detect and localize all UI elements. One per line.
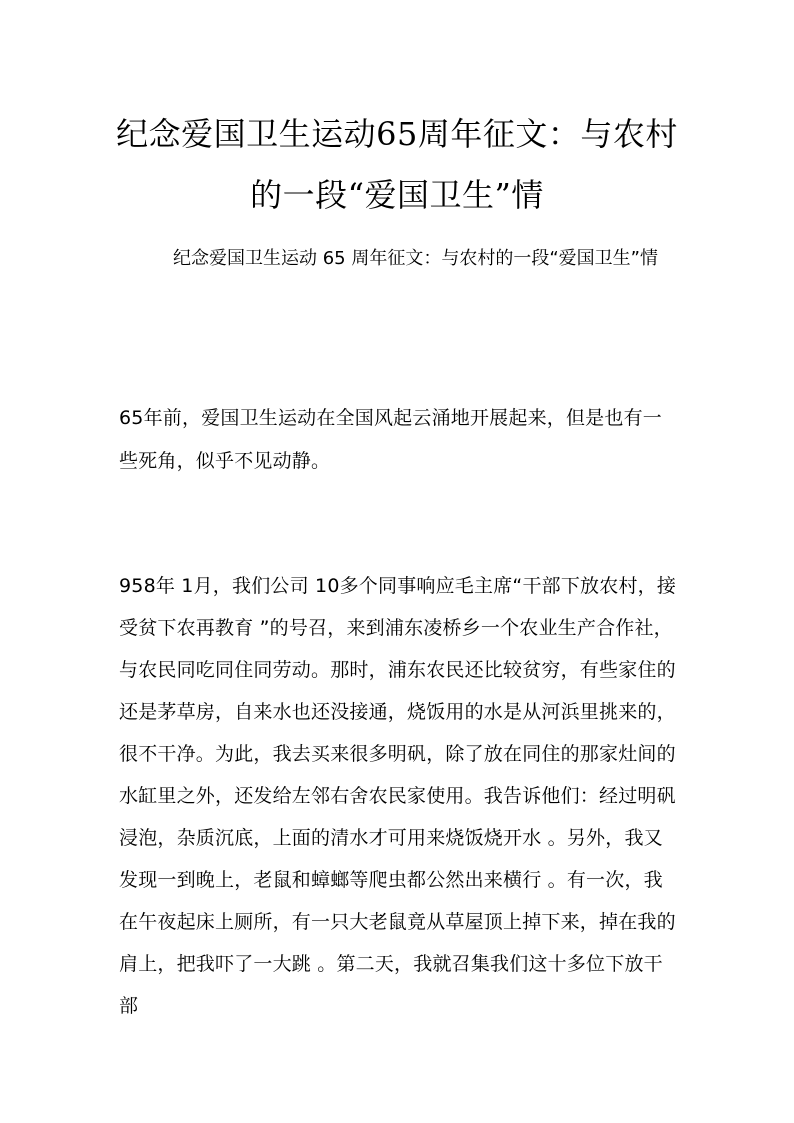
document-subtitle: 纪念爱国卫生运动 65 周年征文：与农村的一段“爱国卫生”情	[173, 248, 658, 269]
paragraph-intro: 65年前，爱国卫生运动在全国风起云涌地开展起来，但是也有一些死角，似乎不见动静。	[119, 407, 662, 472]
document-title: 纪念爱国卫生运动65周年征文：与农村的一段“爱国卫生”情	[116, 115, 678, 214]
paragraph-story: 958年 1月，我们公司 10多个同事响应毛主席“干部下放农村，接受贫下农再教育 ”的号召，来到浦东凌桥乡一个农业生产合作社，与农民同吃同住同劳动。那时，浦东农民还比较贫穷，有些家住的还是茅草房，自来水也还没接通，烧饭用的水是从河浜里挑来的，很不干净。为此，我去买来很多明矾，除了放在同住的那家灶间的水缸里之外，还发给左邻右舍农民家使用。我告诉他们：经过明矾浸泡，杂质沉底，上面的清水才可用来烧饭烧开水 。另外，我又发现一到晚上，老鼠和蟑螂等爬虫都公然出来横行 。有一次，我在午夜起床上厕所，有一只大老鼠竟从草屋顶上掉下来，掉在我的肩上，把我吓了一大跳 。第二天，我就召集我们这十多位下放干部	[119, 575, 677, 1017]
